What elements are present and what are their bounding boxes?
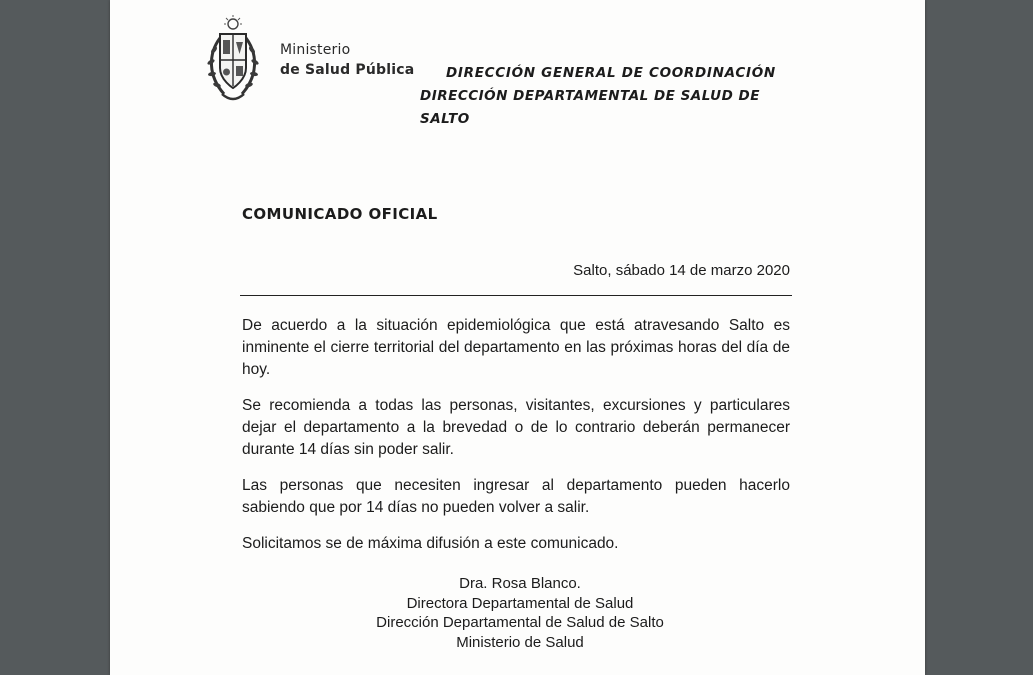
signer-name: Dra. Rosa Blanco. bbox=[459, 575, 581, 592]
document-heading: COMUNICADO OFICIAL bbox=[242, 205, 438, 223]
ministry-name-line2: de Salud Pública bbox=[280, 62, 415, 78]
signer-office: Dirección Departamental de Salud de Salto bbox=[376, 614, 664, 631]
ministry-logo-text bbox=[280, 40, 414, 80]
letterhead-title-2: DIRECCIÓN DEPARTAMENTAL DE SALUD DE SALTO bbox=[420, 88, 760, 127]
paragraph-recommendation: Se recomienda a todas las personas, visitantes, excursiones y particulares dejar el departamento a la brevedad o de lo contrario deberán permanecer durante 14 días sin poder salir. bbox=[242, 397, 790, 458]
document-page bbox=[110, 0, 925, 675]
paragraph-request: Solicitamos se de máxima difusión a este comunicado. bbox=[242, 535, 619, 552]
letterhead-titles bbox=[410, 62, 810, 131]
letterhead-title-1: DIRECCIÓN GENERAL DE COORDINACIÓN bbox=[446, 65, 776, 81]
dateline: Salto, sábado 14 de marzo 2020 bbox=[573, 262, 790, 279]
divider-rule bbox=[240, 295, 792, 296]
signer-role: Directora Departamental de Salud bbox=[406, 594, 634, 612]
ministry-name-line1: Ministerio bbox=[280, 42, 351, 58]
paragraph-entry: Las personas que necesiten ingresar al departamento pueden hacerlo sabiendo que por 14 días no pueden volver a salir. bbox=[242, 477, 790, 516]
document-body bbox=[242, 315, 790, 569]
signer-ministry: Ministerio de Salud bbox=[456, 633, 584, 651]
signature-block bbox=[310, 574, 730, 652]
paragraph-situation: De acuerdo a la situación epidemiológica que está atravesando Salto es inminente el cierre territorial del departamento en las próximas horas del día de hoy. bbox=[242, 317, 790, 378]
coat-of-arms-icon bbox=[206, 14, 260, 108]
